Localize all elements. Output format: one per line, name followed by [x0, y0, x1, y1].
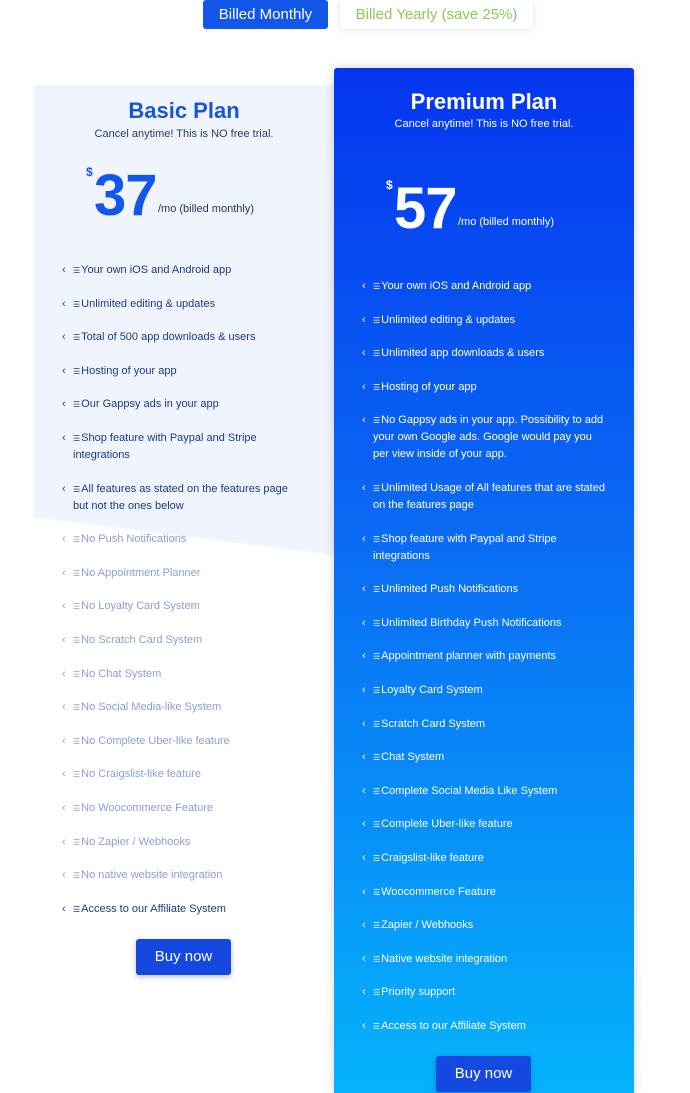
feature-text: ☰ No Scratch Card System: [62, 632, 302, 649]
feature-item: [62, 531, 302, 548]
feature-text: ☰ All features as stated on the features page but not the ones below: [62, 481, 302, 515]
feature-text: ☰ Appointment planner with payments: [362, 648, 607, 665]
feature-item: [62, 363, 302, 380]
feature-text: ☰ No Woocommerce Feature: [62, 800, 302, 817]
feature-item: [62, 598, 302, 615]
feature-item: [62, 901, 302, 918]
feature-item: [362, 312, 607, 329]
chevron-left-icon: ‹: [62, 734, 66, 747]
feature-text: ☰ Unlimited editing & updates: [62, 296, 302, 313]
chevron-left-icon: ‹: [62, 634, 66, 646]
chevron-left-icon: ‹: [362, 684, 366, 696]
feature-text: ☰ No Push Notifications: [62, 531, 302, 548]
chevron-left-icon: ‹: [62, 533, 66, 546]
feature-text: ☰ Craigslist-like feature: [362, 850, 607, 867]
feature-text: ☰ No Social Media-like System: [62, 699, 302, 716]
feature-item: [362, 531, 607, 565]
feature-text: ☰ Your own iOS and Android app: [362, 278, 607, 295]
feature-item: [362, 480, 607, 514]
feature-item: [62, 666, 302, 683]
feature-item: [362, 716, 607, 733]
feature-item: [62, 867, 302, 884]
chevron-left-icon: ‹: [362, 885, 366, 898]
feature-text: ☰ Unlimited Usage of All features that are stated on the features page: [362, 480, 607, 514]
feature-text: ☰ Access to our Affiliate System: [362, 1018, 607, 1035]
chevron-left-icon: ‹: [62, 264, 66, 276]
feature-text: ☰ Native website integration: [362, 951, 607, 968]
feature-text: ☰ Complete Uber-like feature: [362, 816, 607, 833]
feature-item: [62, 834, 302, 851]
chevron-left-icon: ‹: [62, 364, 66, 377]
chevron-left-icon: ‹: [362, 784, 366, 797]
currency-symbol: $: [86, 165, 93, 179]
premium-plan-subtitle: Cancel anytime! This is NO free trial.: [394, 118, 574, 130]
chevron-left-icon: ‹: [62, 869, 66, 882]
feature-text: ☰ No Zapier / Webhooks: [62, 834, 302, 851]
feature-text: ☰ Woocommerce Feature: [362, 884, 607, 901]
chevron-left-icon: ‹: [362, 347, 366, 360]
feature-text: ☰ Hosting of your app: [62, 363, 302, 380]
feature-item: [362, 884, 607, 901]
price-amount: 57: [394, 176, 457, 241]
feature-text: ☰ Hosting of your app: [362, 379, 607, 396]
chevron-left-icon: ‹: [362, 583, 366, 596]
feature-text: ☰ Scratch Card System: [362, 716, 607, 733]
feature-text: ☰ Chat System: [362, 749, 607, 766]
feature-text: ☰ Total of 500 app downloads & users: [62, 329, 302, 346]
feature-text: ☰ No Loyalty Card System: [62, 598, 302, 615]
feature-item: [62, 632, 302, 649]
feature-text: ☰ Priority support: [362, 984, 607, 1001]
chevron-left-icon: ‹: [362, 313, 366, 326]
feature-item: [362, 917, 607, 934]
feature-item: [362, 581, 607, 598]
feature-item: [362, 278, 607, 295]
chevron-left-icon: ‹: [62, 600, 66, 613]
feature-text: ☰ No Craigslist-like feature: [62, 766, 302, 783]
chevron-left-icon: ‹: [62, 835, 66, 848]
feature-text: ☰ Access to our Affiliate System: [62, 901, 302, 918]
feature-item: [362, 379, 607, 396]
feature-text: ☰ Shop feature with Paypal and Stripe integrations: [362, 531, 607, 565]
basic-buy-now-button[interactable]: Buy now: [136, 939, 231, 975]
feature-item: [362, 951, 607, 968]
feature-item: [362, 615, 607, 632]
feature-text: ☰ No Chat System: [62, 666, 302, 683]
chevron-left-icon: ‹: [62, 802, 66, 814]
chevron-left-icon: ‹: [362, 818, 366, 831]
feature-text: ☰ Zapier / Webhooks: [362, 917, 607, 934]
feature-item: [62, 296, 302, 313]
feature-item: [62, 396, 302, 413]
feature-item: [62, 800, 302, 817]
chevron-left-icon: ‹: [362, 852, 366, 864]
chevron-left-icon: ‹: [362, 650, 366, 663]
chevron-left-icon: ‹: [362, 532, 366, 545]
feature-item: [362, 648, 607, 665]
feature-text: ☰ Unlimited Push Notifications: [362, 581, 607, 598]
chevron-left-icon: ‹: [362, 919, 366, 932]
feature-item: [362, 783, 607, 800]
currency-symbol: $: [386, 178, 393, 192]
feature-text: ☰ No native website integration: [62, 867, 302, 884]
chevron-left-icon: ‹: [62, 331, 66, 344]
price-amount: 37: [94, 163, 157, 228]
price-period: /mo (billed monthly): [458, 216, 554, 228]
feature-item: [62, 699, 302, 716]
chevron-left-icon: ‹: [362, 414, 366, 427]
chevron-left-icon: ‹: [62, 902, 66, 915]
chevron-left-icon: ‹: [62, 667, 66, 680]
feature-text: ☰ Unlimited editing & updates: [362, 312, 607, 329]
chevron-left-icon: ‹: [362, 986, 366, 999]
chevron-left-icon: ‹: [62, 297, 66, 310]
chevron-left-icon: ‹: [362, 280, 366, 292]
chevron-left-icon: ‹: [62, 398, 66, 411]
feature-item: [362, 345, 607, 362]
chevron-left-icon: ‹: [362, 751, 366, 764]
feature-item: [362, 412, 607, 463]
feature-item: [62, 329, 302, 346]
feature-text: ☰ No Gappsy ads in your app. Possibility to add your own Google ads. Google would pay you per view inside of your app.: [362, 412, 607, 463]
billing-toggle: [203, 0, 533, 29]
feature-text: ☰ Complete Social Media Like System: [362, 783, 607, 800]
chevron-left-icon: ‹: [62, 566, 66, 579]
feature-item: [362, 850, 607, 867]
feature-text: ☰ Our Gappsy ads in your app: [62, 396, 302, 413]
premium-buy-now-button[interactable]: Buy now: [436, 1056, 531, 1092]
chevron-left-icon: ‹: [362, 482, 366, 494]
feature-text: ☰ Unlimited Birthday Push Notifications: [362, 615, 607, 632]
chevron-left-icon: ‹: [362, 952, 366, 965]
feature-item: [62, 430, 302, 464]
premium-plan-title: Premium Plan: [410, 89, 558, 114]
feature-item: [62, 262, 302, 279]
feature-text: ☰ No Complete Uber-like feature: [62, 733, 302, 750]
chevron-left-icon: ‹: [62, 432, 66, 444]
feature-item: [62, 481, 302, 515]
feature-item: [362, 682, 607, 699]
feature-text: ☰ Shop feature with Paypal and Stripe integrations: [62, 430, 302, 464]
chevron-left-icon: ‹: [62, 701, 66, 714]
premium-plan-card: [334, 68, 634, 1093]
feature-item: [62, 565, 302, 582]
basic-plan-title: Basic Plan: [128, 98, 240, 123]
feature-item: [62, 766, 302, 783]
feature-text: ☰ Your own iOS and Android app: [62, 262, 302, 279]
feature-item: [362, 749, 607, 766]
billed-yearly-button[interactable]: Billed Yearly (save 25%): [340, 0, 533, 29]
feature-text: ☰ Unlimited app downloads & users: [362, 345, 607, 362]
feature-item: [362, 1018, 607, 1035]
chevron-left-icon: ‹: [362, 717, 366, 730]
chevron-left-icon: ‹: [62, 482, 66, 495]
feature-text: ☰ No Appointment Planner: [62, 565, 302, 582]
price-period: /mo (billed monthly): [158, 203, 254, 215]
chevron-left-icon: ‹: [362, 1020, 366, 1032]
billed-monthly-button[interactable]: Billed Monthly: [203, 0, 328, 29]
chevron-left-icon: ‹: [362, 380, 366, 393]
feature-item: [62, 733, 302, 750]
feature-text: ☰ Loyalty Card System: [362, 682, 607, 699]
basic-plan-subtitle: Cancel anytime! This is NO free trial.: [94, 128, 274, 140]
chevron-left-icon: ‹: [362, 616, 366, 629]
chevron-left-icon: ‹: [62, 768, 66, 781]
feature-item: [362, 816, 607, 833]
feature-item: [362, 984, 607, 1001]
